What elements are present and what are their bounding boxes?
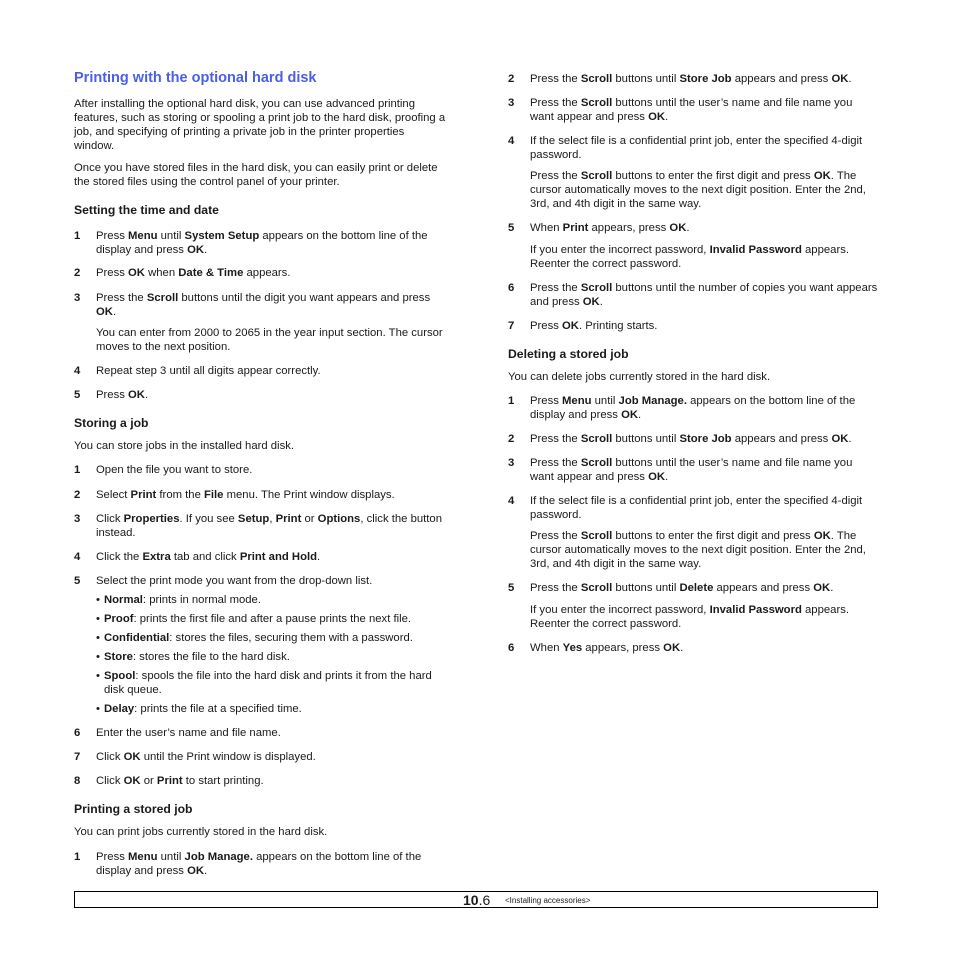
step-number: 1: [74, 464, 81, 476]
delete-step-2: 2 Press the Scroll buttons until Store Job appears and press OK.: [508, 433, 852, 445]
step-number: 7: [508, 320, 515, 332]
print-step-1: 1 Press Menu until Job Manage. appears on the bottom line of the display and press OK.: [74, 851, 422, 877]
time-step-3: 3 Press the Scroll buttons until the digit you want appears and press OK.: [74, 292, 431, 318]
intro-paragraph-2: Once you have stored files in the hard disk, you can easily print or delete the stored files using the control panel of your printer.: [74, 162, 438, 188]
print-step-5-note: If you enter the incorrect password, Invalid Password appears. Reenter the correct password.: [530, 244, 849, 270]
step-number: 5: [74, 575, 81, 587]
print-step-2: 2 Press the Scroll buttons until Store Job appears and press OK.: [508, 73, 852, 85]
step-number: 2: [508, 73, 515, 85]
step-number: 4: [508, 135, 515, 147]
mode-confidential: • Confidential: stores the files, securing them with a password.: [96, 632, 413, 644]
delete-step-4: 4 If the select file is a confidential print job, enter the specified 4-digit password.: [508, 495, 863, 521]
step-number: 6: [74, 727, 81, 739]
step-number: 7: [74, 751, 81, 763]
time-step-3-note: You can enter from 2000 to 2065 in the year input section. The cursor moves to the next position.: [96, 327, 443, 353]
step-number: 2: [508, 433, 515, 445]
store-step-4: 4 Click the Extra tab and click Print and Hold.: [74, 551, 321, 563]
print-step-4: 4 If the select file is a confidential print job, enter the specified 4-digit password.: [508, 135, 863, 161]
print-step-5: 5 When Print appears, press OK.: [508, 222, 690, 234]
step-number: 3: [74, 513, 81, 525]
step-number: 2: [74, 489, 81, 501]
step-number: 4: [74, 551, 81, 563]
section-name: <Installing accessories>: [505, 896, 591, 905]
delete-step-5-note: If you enter the incorrect password, Invalid Password appears. Reenter the correct password.: [530, 604, 849, 630]
delete-step-1: 1 Press Menu until Job Manage. appears on the bottom line of the display and press OK.: [508, 395, 856, 421]
print-step-6: 6 Press the Scroll buttons until the number of copies you want appears and press OK.: [508, 282, 878, 308]
time-heading: Setting the time and date: [74, 203, 219, 217]
mode-normal: • Normal: prints in normal mode.: [96, 594, 261, 606]
store-step-7: 7 Click OK until the Print window is displayed.: [74, 751, 316, 763]
step-number: 5: [74, 389, 81, 401]
delete-step-4-note: Press the Scroll buttons to enter the first digit and press OK. The cursor automatically moves to the next digit position. Enter the 2nd, 3rd, and 4th digit in the same way.: [530, 530, 866, 570]
delete-step-6: 6 When Yes appears, press OK.: [508, 642, 684, 654]
time-step-1: 1 Press Menu until System Setup appears on the bottom line of the display and press OK.: [74, 230, 428, 256]
page-title: Printing with the optional hard disk: [74, 70, 317, 86]
step-number: 1: [74, 230, 81, 242]
delete-step-3: 3 Press the Scroll buttons until the user’s name and file name you want appear and press OK.: [508, 457, 853, 483]
delete-intro: You can delete jobs currently stored in the hard disk.: [508, 371, 771, 383]
time-step-5: 5 Press OK.: [74, 389, 149, 401]
mode-proof: • Proof: prints the first file and after a pause prints the next file.: [96, 613, 412, 625]
step-number: 2: [74, 267, 81, 279]
store-step-1: 1 Open the file you want to store.: [74, 464, 253, 476]
step-number: 3: [74, 292, 81, 304]
step-number: 6: [508, 282, 515, 294]
print-intro: You can print jobs currently stored in the hard disk.: [74, 826, 328, 838]
step-number: 5: [508, 582, 515, 594]
print-step-7: 7 Press OK. Printing starts.: [508, 320, 658, 332]
page-footer: [74, 891, 878, 908]
time-step-4: 4 Repeat step 3 until all digits appear correctly.: [74, 365, 321, 377]
step-number: 3: [508, 97, 515, 109]
step-number: 1: [508, 395, 515, 407]
store-step-6: 6 Enter the user’s name and file name.: [74, 727, 281, 739]
store-step-5: 5 Select the print mode you want from the drop-down list.: [74, 575, 373, 587]
intro-paragraph-1: After installing the optional hard disk, you can use advanced printing features, such as storing or spooling a print job to the hard disk, proofing a job, and specifying of printing a private job in the printer properties window.: [74, 98, 446, 152]
store-heading: Storing a job: [74, 416, 149, 430]
page-number: 10.6: [463, 892, 491, 908]
mode-delay: • Delay: prints the file at a specified time.: [96, 703, 302, 715]
step-number: 5: [508, 222, 515, 234]
delete-heading: Deleting a stored job: [508, 347, 629, 361]
delete-step-5: 5 Press the Scroll buttons until Delete appears and press OK.: [508, 582, 834, 594]
print-step-3: 3 Press the Scroll buttons until the user’s name and file name you want appear and press OK.: [508, 97, 853, 123]
step-number: 4: [508, 495, 515, 507]
mode-spool: • Spool: spools the file into the hard disk and prints it from the hard disk queue.: [96, 670, 432, 696]
mode-store: • Store: stores the file to the hard disk.: [96, 651, 290, 663]
step-number: 8: [74, 775, 81, 787]
store-step-2: 2 Select Print from the File menu. The Print window displays.: [74, 489, 395, 501]
store-intro: You can store jobs in the installed hard disk.: [74, 440, 295, 452]
store-step-8: 8 Click OK or Print to start printing.: [74, 775, 264, 787]
step-number: 3: [508, 457, 515, 469]
time-step-2: 2 Press OK when Date & Time appears.: [74, 267, 291, 279]
step-number: 4: [74, 365, 81, 377]
store-step-3: 3 Click Properties. If you see Setup, Print or Options, click the button instead.: [74, 513, 442, 539]
print-heading: Printing a stored job: [74, 802, 193, 816]
print-step-4-note: Press the Scroll buttons to enter the first digit and press OK. The cursor automatically moves to the next digit position. Enter the 2nd, 3rd, and 4th digit in the same way.: [530, 170, 866, 210]
step-number: 6: [508, 642, 515, 654]
step-number: 1: [74, 851, 81, 863]
